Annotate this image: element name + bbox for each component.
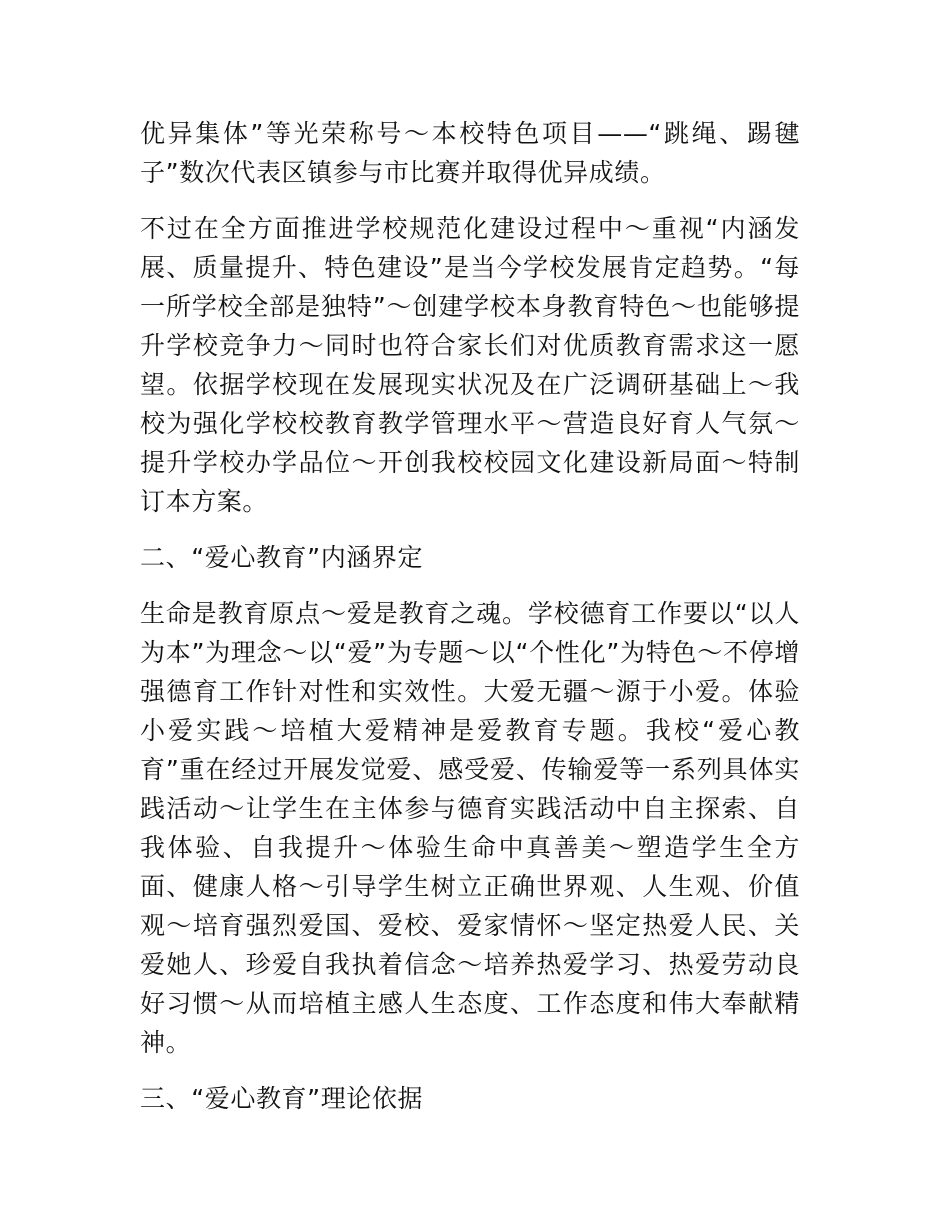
section-heading-theory: 三、“爱心教育”理论依据	[140, 1084, 424, 1113]
document-body	[140, 114, 800, 1135]
section-heading-definition: 二、“爱心教育”内涵界定	[140, 543, 424, 572]
paragraph-background: 不过在全方面推进学校规范化建设过程中～重视“内涵发展、质量提升、特色建设”是当今学校发展肯定趋势。“每一所学校全部是独特”～创建学校本身教育特色～也能够提升学校竞争力～同时也符合家长们对优质教育需求这一愿望。依据学校现在发展现实状况及在广泛调研基础上～我校为强化学校校教育教学管理水平～营造良好育人气氛～提升学校办学品位～开创我校校园文化建设新局面～特制订本方案。	[140, 214, 800, 516]
paragraph-honors: 优异集体”等光荣称号～本校特色项目——“跳绳、踢毽子”数次代表区镇参与市比赛并取得优异成绩。	[140, 119, 800, 187]
paragraph-definition: 生命是教育原点～爱是教育之魂。学校德育工作要以“以人为本”为理念～以“爱”为专题～以“个性化”为特色～不停增强德育工作针对性和实效性。大爱无疆～源于小爱。体验小爱实践～培植大爱精神是爱教育专题。我校“爱心教育”重在经过开展发觉爱、感受爱、传输爱等一系列具体实践活动～让学生在主体参与德育实践活动中自主探索、自我体验、自我提升～体验生命中真善美～塑造学生全方面、健康人格～引导学生树立正确世界观、人生观、价值观～培育强烈爱国、爱校、爱家情怀～坚定热爱人民、关爱她人、珍爱自我执着信念～培养热爱学习、热爱劳动良好习惯～从而培植主感人生态度、工作态度和伟大奉献精神。	[140, 599, 800, 1057]
